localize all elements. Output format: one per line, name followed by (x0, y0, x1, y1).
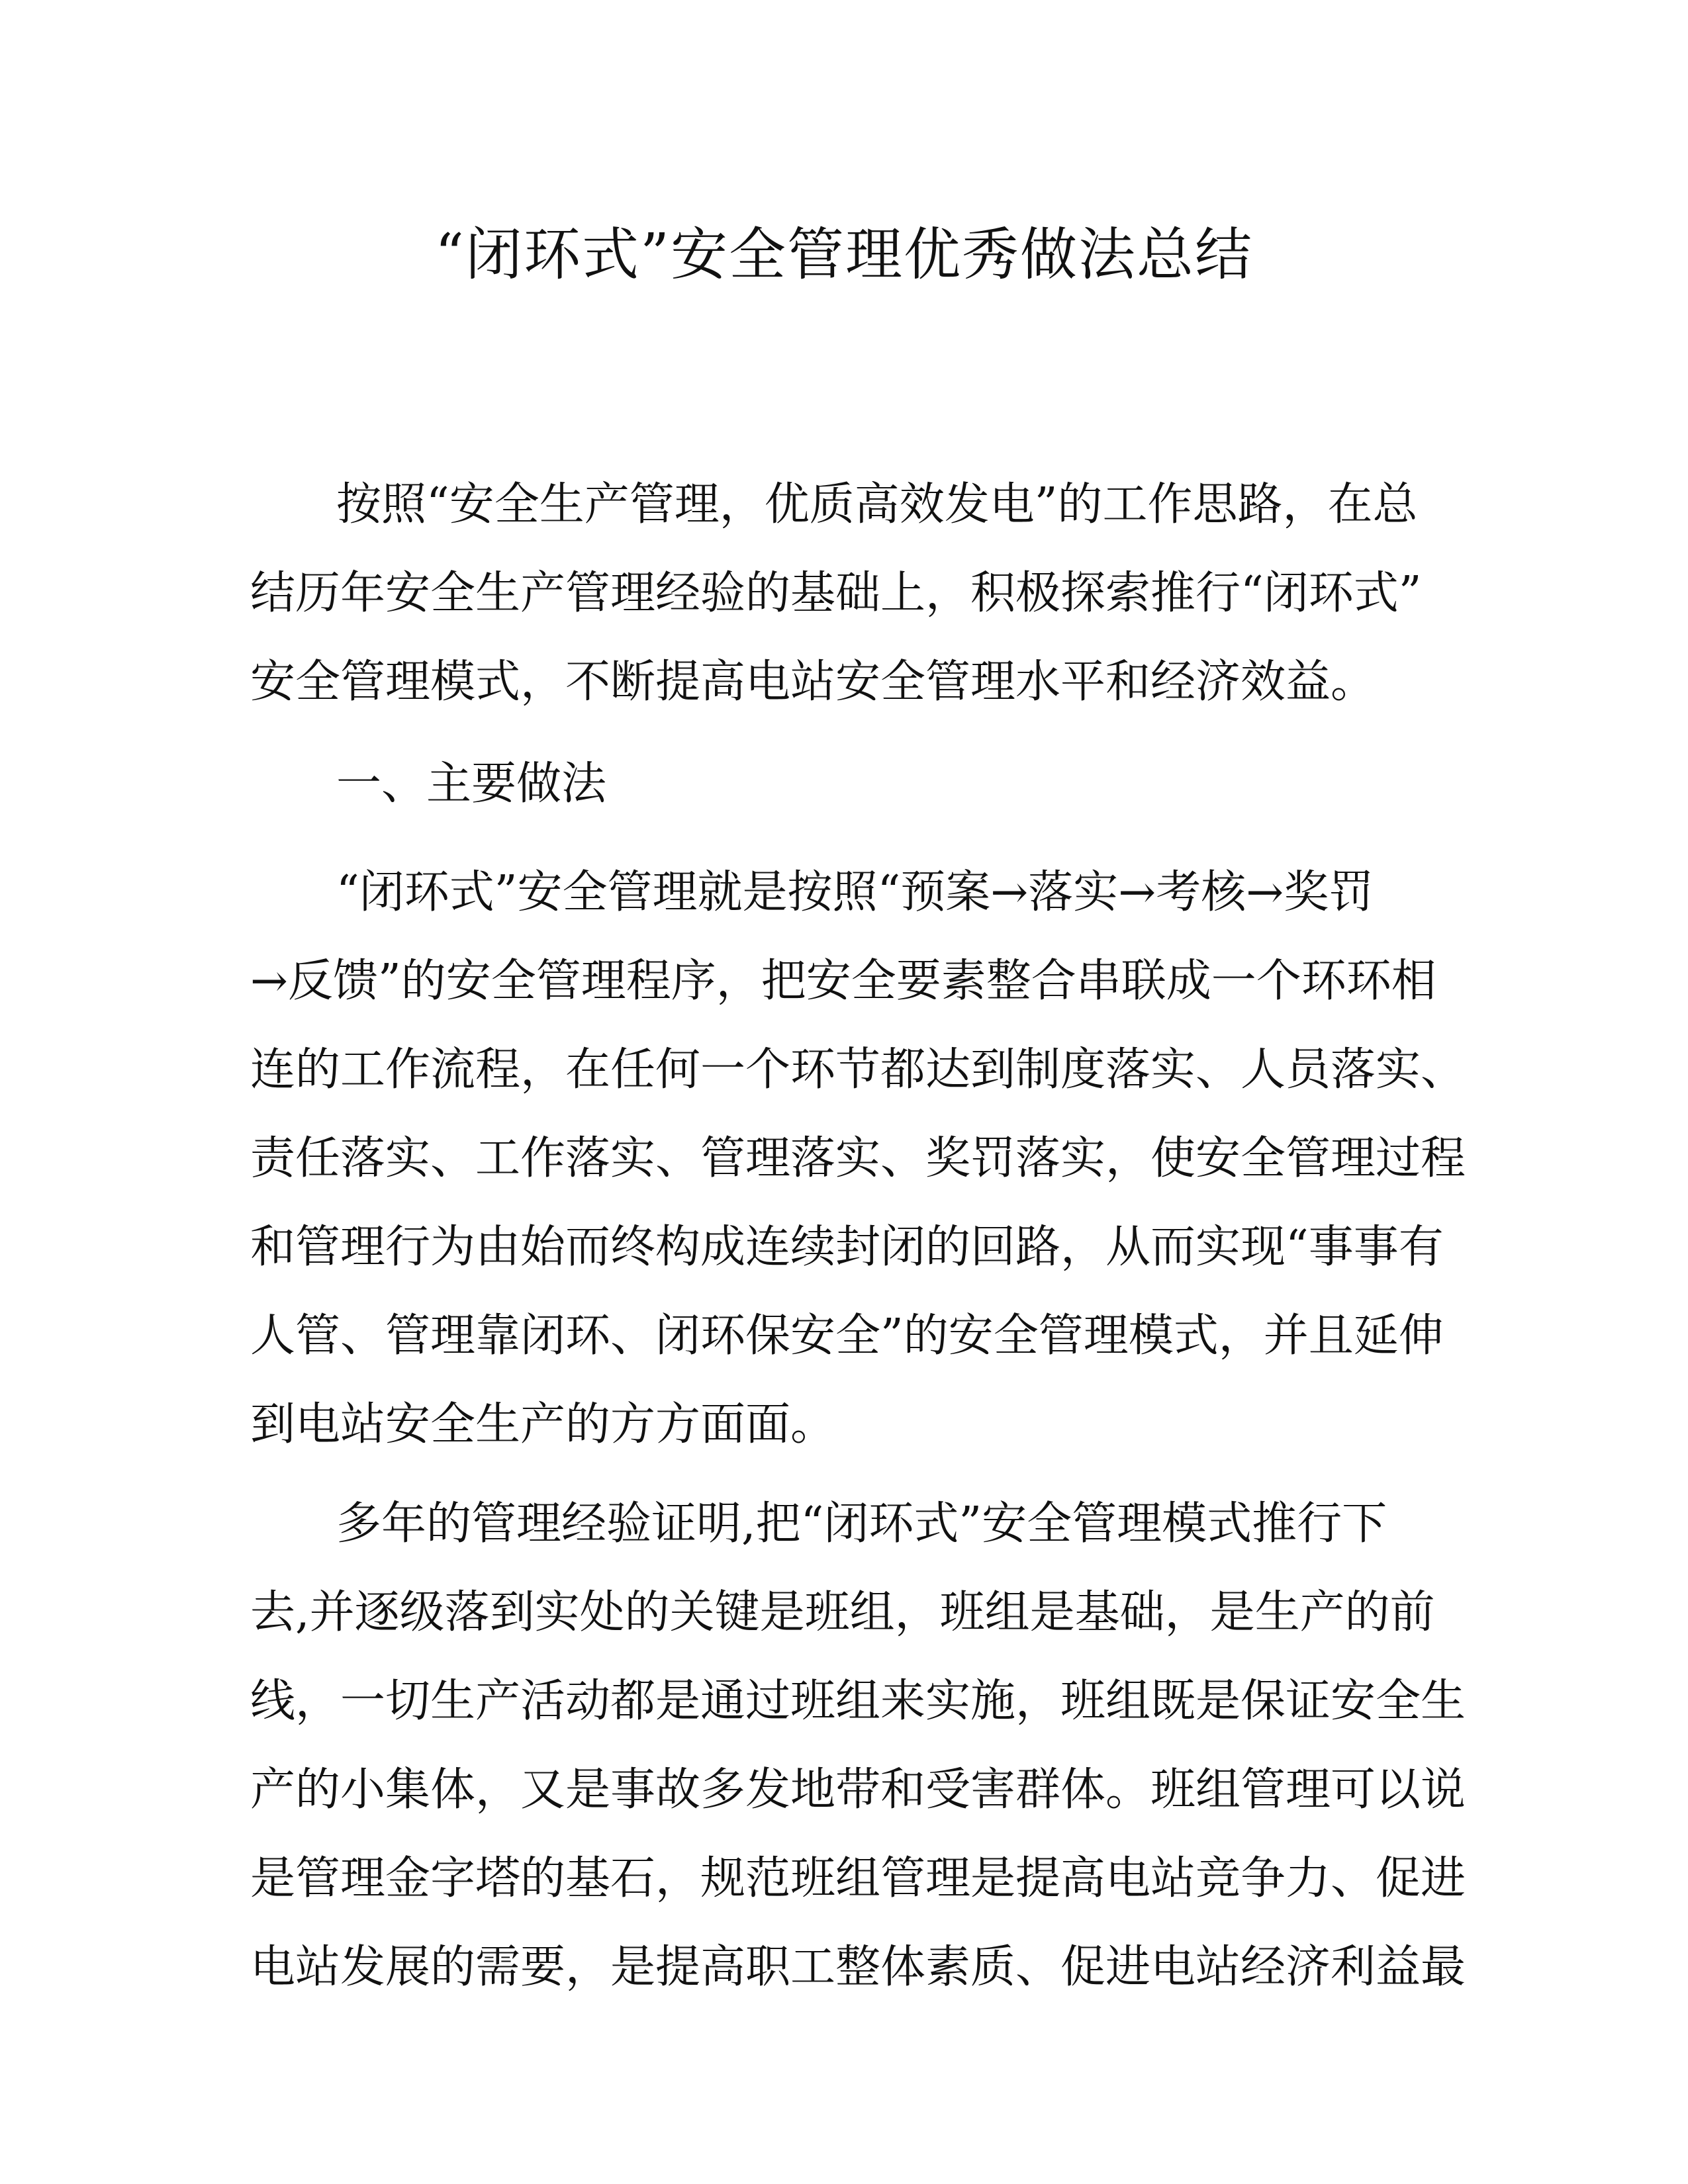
section-heading: 一、主要做法 (336, 758, 607, 810)
body-line: 电站发展的需要，是提高职工整体素质、促进电站经济利益最 (250, 1941, 1466, 1993)
body-line: 人管、管理靠闭环、闭环保安全”的安全管理模式，并且延伸 (250, 1310, 1444, 1362)
body-line: 是管理金字塔的基石，规范班组管理是提高电站竞争力、促进 (250, 1852, 1466, 1905)
body-line: →反馈”的安全管理程序，把安全要素整合串联成一个环环相 (250, 955, 1436, 1007)
body-line: 责任落实、工作落实、管理落实、奖罚落实，使安全管理过程 (250, 1132, 1466, 1185)
body-line: 产的小集体，又是事故多发地带和受害群体。班组管理可以说 (250, 1764, 1466, 1816)
body-line: 到电站安全生产的方方面面。 (250, 1398, 836, 1451)
body-line: 安全管理模式，不断提高电站安全管理水平和经济效益。 (250, 656, 1376, 708)
body-line: 和管理行为由始而终构成连续封闭的回路，从而实现“事事有 (250, 1221, 1444, 1273)
body-line: 去,并逐级落到实处的关键是班组，班组是基础，是生产的前 (250, 1586, 1435, 1639)
body-line: 按照“安全生产管理，优质高效发电”的工作思路，在总 (336, 478, 1418, 531)
body-line: 结历年安全生产管理经验的基础上，积极探索推行“闭环式” (250, 567, 1422, 619)
body-line: 多年的管理经验证明,把“闭环式”安全管理模式推行下 (336, 1498, 1387, 1550)
body-line: 连的工作流程，在任何一个环节都达到制度落实、人员落实、 (250, 1044, 1466, 1096)
body-line: “闭环式”安全管理就是按照“预案→落实→考核→奖罚 (336, 866, 1374, 919)
body-line: 线，一切生产活动都是通过班组来实施，班组既是保证安全生 (250, 1675, 1466, 1727)
page-title: “闭环式”安全管理优秀做法总结 (435, 222, 1253, 288)
